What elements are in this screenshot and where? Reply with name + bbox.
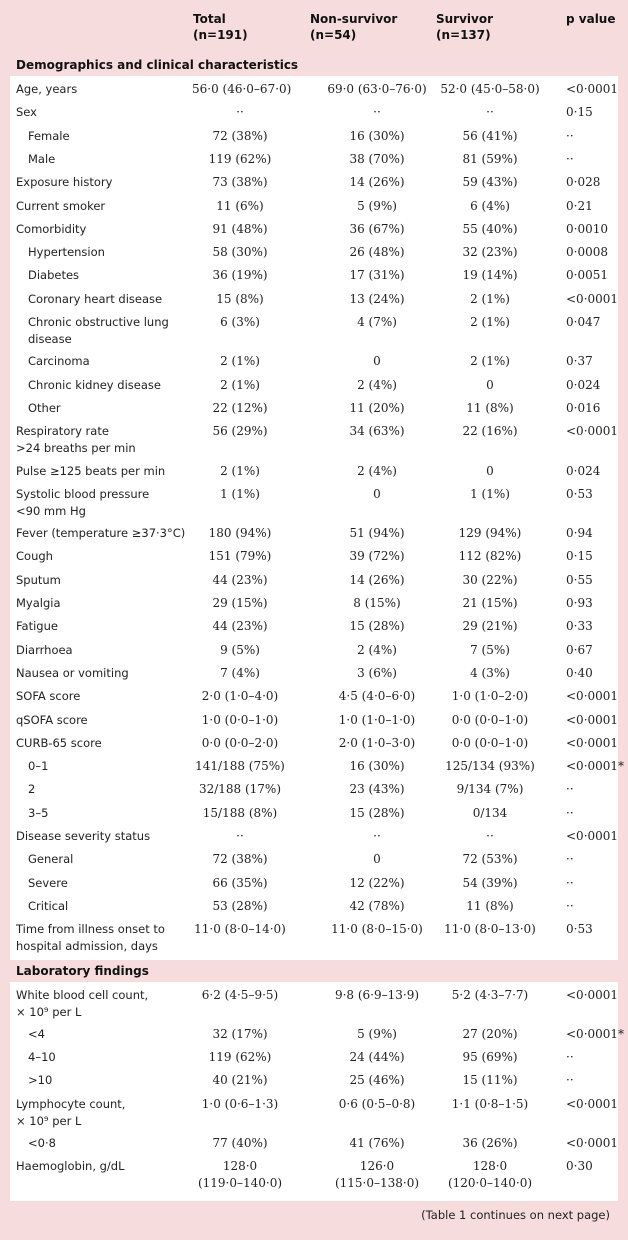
cell-p-value: 0·33 bbox=[566, 619, 593, 634]
cell-p-value: ·· bbox=[566, 782, 574, 797]
row-label: 4–10 bbox=[28, 1050, 56, 1065]
section-title: Demographics and clinical characteristics bbox=[16, 58, 299, 72]
cell-survivor: 55 (40%) bbox=[462, 221, 518, 236]
cell-non-survivor: 26 (48%) bbox=[349, 245, 405, 260]
cell-total: 36 (19%) bbox=[212, 268, 268, 283]
row-label: qSOFA score bbox=[16, 712, 88, 727]
cell-p-value: ·· bbox=[566, 852, 574, 867]
cell-total: ·· bbox=[236, 829, 244, 843]
cell-survivor: 2 (1%) bbox=[470, 315, 510, 329]
row-label: Nausea or vomiting bbox=[16, 665, 129, 680]
cell-survivor: 0 bbox=[486, 377, 494, 392]
table-row bbox=[0, 548, 628, 571]
row-label: Myalgia bbox=[16, 596, 61, 610]
row-label: White blood cell count, × 10⁹ per L bbox=[16, 987, 149, 1019]
cell-total: 44 (23%) bbox=[212, 619, 268, 634]
cell-total: 91 (48%) bbox=[212, 221, 268, 236]
table-row bbox=[0, 221, 628, 244]
row-label: Disease severity status bbox=[16, 829, 151, 843]
cell-p-value: <0·0001 bbox=[566, 424, 619, 439]
cell-survivor: 7 (5%) bbox=[470, 642, 510, 657]
table-row bbox=[0, 735, 628, 758]
cell-non-survivor: 11·0 (8·0–15·0) bbox=[331, 922, 423, 937]
cell-total: 32/188 (17%) bbox=[198, 782, 282, 797]
cell-non-survivor: 126·0 (115·0–138·0) bbox=[334, 1159, 420, 1191]
row-label: Female bbox=[28, 128, 70, 143]
cell-survivor: 32 (23%) bbox=[462, 245, 518, 260]
cell-total: 44 (23%) bbox=[212, 572, 268, 587]
cell-non-survivor: 0 bbox=[373, 852, 381, 867]
cell-total: 29 (15%) bbox=[212, 596, 268, 610]
cell-survivor: 11·0 (8·0–13·0) bbox=[444, 922, 536, 937]
cell-total: 11·0 (8·0–14·0) bbox=[194, 922, 286, 937]
cell-non-survivor: 5 (9%) bbox=[357, 1026, 397, 1041]
cell-total: 180 (94%) bbox=[208, 526, 272, 541]
cell-p-value: 0·40 bbox=[566, 665, 593, 680]
row-label: Comorbidity bbox=[16, 221, 87, 236]
cell-total: 1·0 (0·0–1·0) bbox=[201, 712, 279, 727]
cell-survivor: 11 (8%) bbox=[466, 400, 514, 415]
cell-survivor: 36 (26%) bbox=[462, 1136, 518, 1150]
cell-survivor: 27 (20%) bbox=[462, 1026, 518, 1041]
cell-total: 72 (38%) bbox=[212, 852, 268, 867]
row-label: Respiratory rate >24 breaths per min bbox=[16, 424, 136, 456]
row-label: Fever (temperature ≥37·3°C) bbox=[16, 526, 186, 541]
cell-survivor: 112 (82%) bbox=[458, 549, 522, 564]
cell-non-survivor: 14 (26%) bbox=[349, 572, 405, 587]
cell-non-survivor: 14 (26%) bbox=[349, 175, 405, 190]
cell-non-survivor: 5 (9%) bbox=[357, 198, 397, 213]
row-label: Hypertension bbox=[28, 245, 105, 260]
table-row bbox=[0, 921, 628, 960]
cell-survivor: 128·0 (120·0–140·0) bbox=[447, 1159, 533, 1191]
cell-total: 32 (17%) bbox=[212, 1026, 268, 1041]
table-row bbox=[0, 1135, 628, 1158]
table-row bbox=[0, 758, 628, 781]
table-row bbox=[0, 423, 628, 462]
row-label: Male bbox=[28, 151, 56, 166]
column-header-total: Total (n=191) bbox=[193, 12, 248, 42]
cell-non-survivor: 2 (4%) bbox=[357, 463, 397, 478]
table-row bbox=[0, 198, 628, 221]
cell-total: 2 (1%) bbox=[220, 377, 260, 392]
row-label: Current smoker bbox=[16, 198, 106, 213]
row-label: Sex bbox=[16, 105, 37, 120]
cell-survivor: 59 (43%) bbox=[462, 175, 518, 190]
cell-p-value: <0·0001 bbox=[566, 82, 619, 96]
cell-total: 128·0 (119·0–140·0) bbox=[197, 1159, 283, 1191]
table-row bbox=[0, 595, 628, 618]
row-label: Chronic obstructive lung disease bbox=[28, 315, 169, 346]
cell-p-value: ·· bbox=[566, 898, 574, 913]
cell-survivor: 2 (1%) bbox=[470, 291, 510, 306]
cell-non-survivor: ·· bbox=[373, 105, 381, 120]
row-label: Other bbox=[28, 400, 61, 415]
row-label: Time from illness onset to hospital admission, days bbox=[16, 922, 165, 954]
table-row bbox=[0, 377, 628, 400]
cell-total: 0·0 (0·0–2·0) bbox=[201, 735, 279, 750]
cell-p-value: <0·0001 bbox=[566, 291, 619, 306]
column-header-non-survivor: Non-survivor (n=54) bbox=[310, 12, 398, 42]
row-label: Carcinoma bbox=[28, 354, 90, 369]
cell-total: 141/188 (75%) bbox=[195, 759, 285, 774]
cell-total: 119 (62%) bbox=[208, 151, 272, 166]
cell-total: 22 (12%) bbox=[212, 400, 268, 415]
cell-p-value: <0·0001 bbox=[566, 829, 619, 843]
table-row bbox=[0, 1096, 628, 1135]
cell-total: 77 (40%) bbox=[212, 1136, 268, 1150]
table-row bbox=[0, 104, 628, 127]
table-row bbox=[0, 291, 628, 314]
row-label: 0–1 bbox=[28, 759, 49, 774]
table-row bbox=[0, 525, 628, 548]
column-header-survivor: Survivor (n=137) bbox=[436, 12, 494, 42]
row-label: 3–5 bbox=[28, 805, 49, 820]
cell-total: 15 (8%) bbox=[216, 291, 264, 306]
cell-p-value: 0·93 bbox=[566, 596, 593, 610]
table-row bbox=[0, 642, 628, 665]
table-row bbox=[0, 174, 628, 197]
cell-total: 11 (6%) bbox=[216, 198, 264, 213]
cell-non-survivor: 15 (28%) bbox=[349, 805, 405, 820]
cell-non-survivor: 9·8 (6·9–13·9) bbox=[334, 987, 420, 1002]
table-row bbox=[0, 267, 628, 290]
table-row bbox=[0, 1049, 628, 1072]
cell-total: 1 (1%) bbox=[220, 486, 260, 501]
cell-total: 2·0 (1·0–4·0) bbox=[201, 689, 279, 704]
cell-non-survivor: 17 (31%) bbox=[349, 268, 405, 283]
cell-survivor: 30 (22%) bbox=[462, 572, 518, 587]
cell-survivor: 4 (3%) bbox=[470, 665, 510, 680]
cell-non-survivor: 1·0 (1·0–1·0) bbox=[338, 712, 416, 727]
cell-non-survivor: 36 (67%) bbox=[349, 221, 405, 236]
row-label: Systolic blood pressure <90 mm Hg bbox=[16, 486, 150, 518]
cell-p-value: 0·047 bbox=[566, 315, 601, 329]
row-label: 2 bbox=[28, 782, 36, 797]
row-label: >10 bbox=[28, 1073, 53, 1088]
cell-survivor: 52·0 (45·0–58·0) bbox=[440, 82, 540, 96]
cell-p-value: <0·0001 bbox=[566, 689, 619, 704]
cell-non-survivor: 41 (76%) bbox=[349, 1136, 405, 1150]
cell-survivor: 15 (11%) bbox=[462, 1073, 518, 1088]
cell-survivor: 6 (4%) bbox=[470, 198, 510, 213]
table-row bbox=[0, 353, 628, 376]
cell-non-survivor: 11 (20%) bbox=[349, 400, 405, 415]
row-label: <0·8 bbox=[28, 1136, 56, 1150]
cell-p-value: 0·53 bbox=[566, 922, 593, 937]
table-row bbox=[0, 486, 628, 525]
cell-survivor: 0 bbox=[486, 463, 494, 478]
cell-total: 2 (1%) bbox=[220, 354, 260, 369]
cell-non-survivor: 8 (15%) bbox=[353, 596, 401, 610]
cell-p-value: 0·67 bbox=[566, 642, 593, 657]
cell-non-survivor: 4·5 (4·0–6·0) bbox=[338, 689, 416, 704]
cell-total: 2 (1%) bbox=[220, 463, 260, 478]
row-label: Exposure history bbox=[16, 175, 113, 190]
cell-p-value: 0·21 bbox=[566, 198, 593, 213]
row-label: SOFA score bbox=[16, 689, 81, 704]
cell-p-value: ·· bbox=[566, 875, 574, 890]
cell-non-survivor: 15 (28%) bbox=[349, 619, 405, 634]
cell-non-survivor: 0·6 (0·5–0·8) bbox=[338, 1096, 416, 1111]
table-row bbox=[0, 1026, 628, 1049]
row-label: Critical bbox=[28, 898, 69, 913]
cell-p-value: ·· bbox=[566, 1073, 574, 1088]
row-label: Sputum bbox=[16, 572, 61, 587]
row-label: Cough bbox=[16, 549, 53, 564]
cell-non-survivor: 4 (7%) bbox=[357, 315, 397, 329]
continuation-note: (Table 1 continues on next page) bbox=[421, 1208, 610, 1222]
cell-non-survivor: ·· bbox=[373, 829, 381, 843]
row-label: General bbox=[28, 852, 74, 867]
table-row bbox=[0, 875, 628, 898]
section-title: Laboratory findings bbox=[16, 963, 149, 978]
cell-non-survivor: 16 (30%) bbox=[349, 759, 405, 774]
cell-p-value: 0·0051 bbox=[566, 268, 608, 283]
table-row bbox=[0, 572, 628, 595]
cell-p-value: ·· bbox=[566, 1050, 574, 1065]
cell-p-value: 0·15 bbox=[566, 549, 593, 564]
cell-total: 119 (62%) bbox=[208, 1050, 272, 1065]
cell-p-value: 0·55 bbox=[566, 572, 593, 587]
table-row bbox=[0, 400, 628, 423]
cell-p-value: 0·024 bbox=[566, 377, 601, 392]
cell-p-value: ·· bbox=[566, 151, 574, 166]
cell-non-survivor: 0 bbox=[373, 354, 381, 369]
table-row bbox=[0, 688, 628, 711]
cell-p-value: 0·37 bbox=[566, 354, 593, 369]
row-label: Lymphocyte count, × 10⁹ per L bbox=[16, 1096, 126, 1128]
table-row bbox=[0, 128, 628, 151]
cell-p-value: 0·0008 bbox=[566, 245, 608, 260]
row-label: Chronic kidney disease bbox=[28, 377, 161, 392]
cell-non-survivor: 2 (4%) bbox=[357, 642, 397, 657]
cell-survivor: 11 (8%) bbox=[466, 898, 514, 913]
cell-total: ·· bbox=[236, 105, 244, 120]
table-row bbox=[0, 851, 628, 874]
cell-survivor: 54 (39%) bbox=[462, 875, 518, 890]
section-header bbox=[10, 54, 618, 76]
cell-p-value: 0·15 bbox=[566, 105, 593, 120]
cell-total: 15/188 (8%) bbox=[202, 805, 278, 820]
cell-non-survivor: 34 (63%) bbox=[349, 424, 405, 439]
cell-total: 73 (38%) bbox=[212, 175, 268, 190]
cell-p-value: 0·016 bbox=[566, 400, 601, 415]
table-row bbox=[0, 463, 628, 486]
cell-non-survivor: 38 (70%) bbox=[349, 151, 405, 166]
cell-survivor: 2 (1%) bbox=[470, 354, 510, 369]
cell-p-value: 0·0010 bbox=[566, 221, 608, 236]
table-row bbox=[0, 81, 628, 104]
cell-total: 58 (30%) bbox=[212, 245, 268, 260]
cell-survivor: 29 (21%) bbox=[462, 619, 518, 634]
row-label: Severe bbox=[28, 875, 68, 890]
cell-p-value: <0·0001* bbox=[566, 759, 625, 774]
table-row bbox=[0, 987, 628, 1026]
cell-survivor: 0·0 (0·0–1·0) bbox=[451, 735, 529, 750]
table-row bbox=[0, 781, 628, 804]
column-header-p-value: p value bbox=[566, 12, 616, 26]
cell-non-survivor: 16 (30%) bbox=[349, 128, 405, 143]
cell-p-value: <0·0001 bbox=[566, 987, 619, 1002]
cell-p-value: 0·94 bbox=[566, 526, 593, 541]
cell-survivor: ·· bbox=[486, 105, 494, 120]
cell-survivor: 95 (69%) bbox=[462, 1050, 518, 1065]
cell-non-survivor: 39 (72%) bbox=[349, 549, 405, 564]
cell-total: 72 (38%) bbox=[212, 128, 268, 143]
row-label: Haemoglobin, g/dL bbox=[16, 1159, 125, 1174]
cell-total: 6·2 (4·5–9·5) bbox=[201, 987, 279, 1002]
table-row bbox=[0, 314, 628, 353]
table-row bbox=[0, 805, 628, 828]
table-row bbox=[0, 244, 628, 267]
cell-survivor: ·· bbox=[486, 829, 494, 843]
row-label: Coronary heart disease bbox=[28, 291, 163, 306]
cell-non-survivor: 2·0 (1·0–3·0) bbox=[338, 735, 416, 750]
cell-survivor: 5·2 (4·3–7·7) bbox=[451, 987, 529, 1002]
cell-non-survivor: 23 (43%) bbox=[349, 782, 405, 797]
cell-non-survivor: 42 (78%) bbox=[349, 898, 405, 913]
cell-p-value: 0·024 bbox=[566, 463, 601, 478]
cell-p-value: <0·0001 bbox=[566, 735, 619, 750]
cell-survivor: 125/134 (93%) bbox=[445, 759, 535, 774]
cell-non-survivor: 25 (46%) bbox=[349, 1073, 405, 1088]
table-row bbox=[0, 665, 628, 688]
cell-p-value: <0·0001 bbox=[566, 1096, 619, 1111]
cell-total: 53 (28%) bbox=[212, 898, 268, 913]
row-label: Age, years bbox=[16, 82, 78, 96]
cell-p-value: <0·0001* bbox=[566, 1026, 625, 1041]
cell-total: 40 (21%) bbox=[212, 1073, 268, 1088]
cell-total: 151 (79%) bbox=[208, 549, 272, 564]
cell-non-survivor: 13 (24%) bbox=[349, 291, 405, 306]
table-row bbox=[0, 1072, 628, 1095]
table-row bbox=[0, 712, 628, 735]
cell-survivor: 9/134 (7%) bbox=[456, 782, 524, 797]
cell-survivor: 0/134 bbox=[472, 805, 508, 820]
cell-p-value: 0·30 bbox=[566, 1159, 593, 1174]
row-label: Fatigue bbox=[16, 619, 58, 634]
cell-total: 7 (4%) bbox=[220, 665, 260, 680]
cell-survivor: 1 (1%) bbox=[470, 486, 510, 501]
cell-non-survivor: 2 (4%) bbox=[357, 377, 397, 392]
cell-total: 56 (29%) bbox=[212, 424, 268, 439]
section-header bbox=[10, 960, 618, 982]
cell-survivor: 0·0 (0·0–1·0) bbox=[451, 712, 529, 727]
row-label: Pulse ≥125 beats per min bbox=[16, 463, 166, 478]
cell-survivor: 21 (15%) bbox=[462, 596, 518, 610]
table-row bbox=[0, 898, 628, 921]
cell-non-survivor: 0 bbox=[373, 486, 381, 501]
cell-p-value: <0·0001 bbox=[566, 1136, 619, 1150]
cell-total: 9 (5%) bbox=[220, 642, 260, 657]
table-row bbox=[0, 618, 628, 641]
row-label: Diabetes bbox=[28, 268, 80, 283]
cell-survivor: 1·1 (0·8–1·5) bbox=[451, 1096, 529, 1111]
cell-p-value: 0·53 bbox=[566, 486, 593, 501]
cell-non-survivor: 24 (44%) bbox=[349, 1050, 405, 1065]
row-label: CURB-65 score bbox=[16, 735, 102, 750]
cell-non-survivor: 12 (22%) bbox=[349, 875, 405, 890]
cell-survivor: 81 (59%) bbox=[462, 151, 518, 166]
cell-total: 66 (35%) bbox=[212, 875, 268, 890]
table-row bbox=[0, 151, 628, 174]
cell-p-value: 0·028 bbox=[566, 175, 601, 190]
cell-total: 1·0 (0·6–1·3) bbox=[201, 1096, 279, 1111]
row-label: <4 bbox=[28, 1026, 45, 1041]
cell-survivor: 19 (14%) bbox=[462, 268, 518, 283]
cell-survivor: 129 (94%) bbox=[458, 526, 522, 541]
table-row bbox=[0, 1158, 628, 1197]
cell-survivor: 1·0 (1·0–2·0) bbox=[451, 689, 529, 704]
cell-non-survivor: 3 (6%) bbox=[357, 665, 397, 680]
cell-total: 56·0 (46·0–67·0) bbox=[192, 82, 292, 96]
cell-p-value: <0·0001 bbox=[566, 712, 619, 727]
cell-survivor: 72 (53%) bbox=[462, 852, 518, 867]
cell-p-value: ·· bbox=[566, 128, 574, 143]
cell-p-value: ·· bbox=[566, 805, 574, 820]
cell-survivor: 22 (16%) bbox=[462, 424, 518, 439]
table-header bbox=[0, 0, 628, 50]
cell-survivor: 56 (41%) bbox=[462, 128, 518, 143]
table-row bbox=[0, 828, 628, 851]
cell-non-survivor: 69·0 (63·0–76·0) bbox=[327, 82, 427, 96]
cell-non-survivor: 51 (94%) bbox=[349, 526, 405, 541]
row-label: Diarrhoea bbox=[16, 642, 73, 657]
cell-total: 6 (3%) bbox=[220, 315, 260, 329]
